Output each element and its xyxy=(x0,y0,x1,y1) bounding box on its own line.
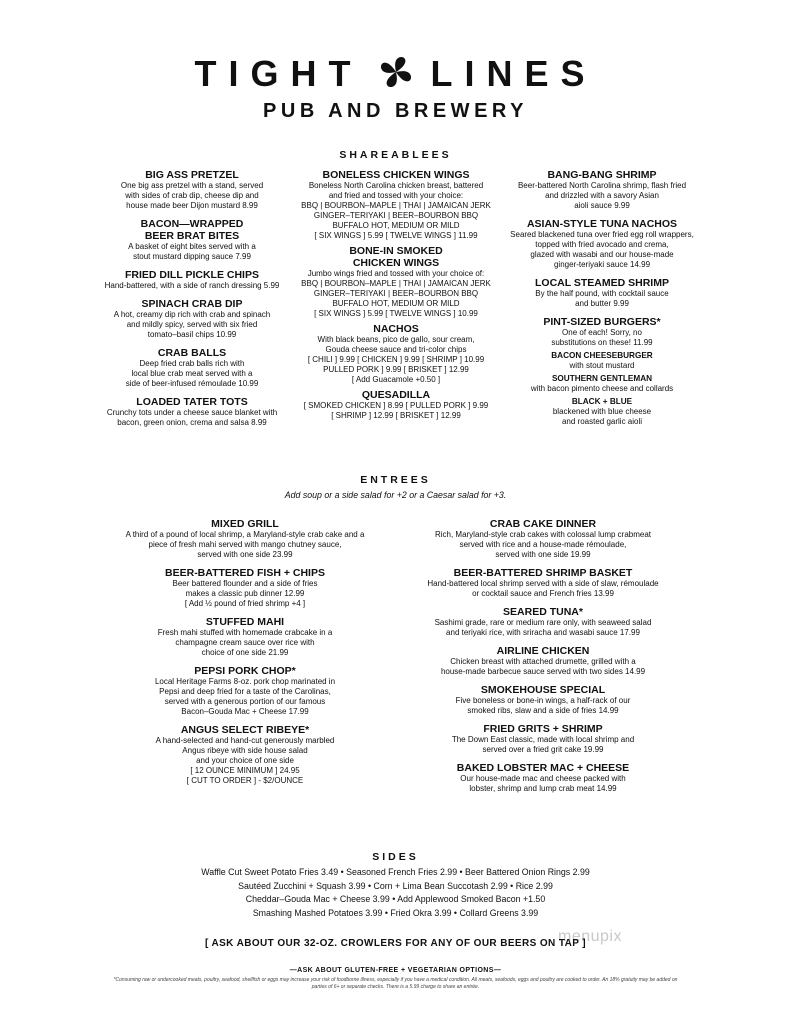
menu-item xyxy=(398,518,688,560)
menu-item xyxy=(398,762,688,794)
menu-item-description: A basket of eight bites served with a xyxy=(128,242,256,251)
menu-item-name: BEER BRAT BITES xyxy=(144,230,240,242)
sub-item-description: and roasted garlic aioli xyxy=(561,417,643,426)
menu-item-description: makes a classic pub dinner 12.99 xyxy=(185,589,305,598)
sub-item-name: BLACK + BLUE xyxy=(571,397,633,406)
menu-item-description: [ SMOKED CHICKEN ] 8.99 [ PULLED PORK ] 9.99 xyxy=(303,401,489,410)
menu-item-description: and drizzled with a savory Asian xyxy=(545,191,659,200)
menu-item-description: glazed with wasabi and our house-made xyxy=(530,250,674,259)
menu-item-description: By the half pound, with cocktail sauce xyxy=(535,289,669,298)
menu-item-description: One big ass pretzel with a stand, served xyxy=(120,181,264,190)
menu-item-description: [ Add ½ pound of fried shrimp +4 ] xyxy=(184,599,306,608)
menu-item-description: BUFFALO HOT, MEDIUM OR MILD xyxy=(332,221,460,230)
menu-item-name: LOCAL STEAMED SHRIMP xyxy=(535,277,669,289)
menu-item-description: Sashimi grade, rare or medium rare only, with seaweed salad xyxy=(434,618,652,627)
sub-item-description: blackened with blue cheese xyxy=(552,407,652,416)
section-title-shareables: SHAREABLEES xyxy=(339,149,452,161)
menu-item-name: AIRLINE CHICKEN xyxy=(496,645,590,657)
sides-line: Cheddar–Gouda Mac + Cheese 3.99 • Add Applewood Smoked Bacon +1.50 xyxy=(245,894,546,904)
menu-item-description: [ SHRIMP ] 12.99 [ BRISKET ] 12.99 xyxy=(331,411,461,420)
menu-item-description: GINGER–TERIYAKI | BEER–BOURBON BBQ xyxy=(313,211,479,220)
menu-item-name: BAKED LOBSTER MAC + CHEESE xyxy=(456,762,630,774)
menu-item xyxy=(92,218,292,262)
menu-item-description: champagne cream sauce over rice with xyxy=(175,638,315,647)
menu-item-name: PINT-SIZED BURGERS* xyxy=(543,316,661,328)
menu-item xyxy=(398,567,688,599)
menu-item-name: QUESADILLA xyxy=(361,389,431,401)
menu-item-description: local blue crab meat served with a xyxy=(131,369,253,378)
menu-item-description: aioli sauce 9.99 xyxy=(574,201,630,210)
crowler-note: [ ASK ABOUT OUR 32-OZ. CROWLERS FOR ANY OF OUR BEERS ON TAP ] xyxy=(204,938,587,949)
fine-print: *Consuming raw or undercooked meats, poultry, seafood, shellfish or eggs may increase your risk of foodborne illness, especially if you have a medical condition. All meats, seafoods, eggs and poultry are cooked to order. An 18% gratuity may be added on parties of 6+ or separate checks. There is a 5.99 charge to share an entrée. xyxy=(113,977,678,990)
menu-item-description: with sides of crab dip, cheese dip and xyxy=(125,191,259,200)
menu-item-description: house made beer Dijon mustard 8.99 xyxy=(126,201,258,210)
menu-item-description: Fresh mahi stuffed with homemade crabcake in a xyxy=(157,628,333,637)
menu-item-name: SPINACH CRAB DIP xyxy=(141,298,243,310)
menu-item xyxy=(92,169,292,211)
menu-item xyxy=(398,723,688,755)
sides-line: Sautéed Zucchini + Squash 3.99 • Corn + Lima Bean Succotash 2.99 • Rice 2.99 xyxy=(238,880,553,891)
menu-item-description: served with rice and a house-made rémoulade, xyxy=(459,540,627,549)
menu-item xyxy=(296,389,496,421)
menu-item-name: LOADED TATER TOTS xyxy=(136,396,248,408)
menu-item-description: Hand-battered local shrimp served with a side of slaw, rémoulade xyxy=(427,579,659,588)
brand-right: LINES xyxy=(430,53,597,95)
menu-item-name: SEARED TUNA* xyxy=(503,606,583,618)
section-title-entrees: ENTREES xyxy=(360,474,431,486)
menu-item-name: NACHOS xyxy=(373,323,419,335)
menu-item-name: CHICKEN WINGS xyxy=(352,257,440,269)
entrees-col-1 xyxy=(100,518,390,793)
menu-item xyxy=(100,665,390,717)
menu-item-description: or cocktail sauce and French fries 13.99 xyxy=(472,589,614,598)
menu-item xyxy=(100,518,390,560)
menu-item-name: PEPSI PORK CHOP* xyxy=(194,665,296,677)
menu-item-name: FRIED GRITS + SHRIMP xyxy=(483,723,603,735)
menu-item-description: [ Add Guacamole +0.50 ] xyxy=(351,375,441,384)
pinwheel-icon xyxy=(376,52,416,101)
entrees-note: Add soup or a side salad for +2 or a Caesar salad for +3. xyxy=(284,490,507,500)
menu-item-description: ginger-teriyaki sauce 14.99 xyxy=(553,260,651,269)
menu-item-description: [ SIX WINGS ] 5.99 [ TWELVE WINGS ] 10.99 xyxy=(314,309,478,318)
menu-item-description: Gouda cheese sauce and tri-color chips xyxy=(325,345,467,354)
menu-item-description: [ CUT TO ORDER ] - $2/OUNCE xyxy=(186,776,304,785)
menu-item-description: smoked ribs, slaw and a side of fries 14.99 xyxy=(467,706,619,715)
shareables-col-2 xyxy=(296,169,496,425)
menu-item-name: ASIAN-STYLE TUNA NACHOS xyxy=(526,218,678,230)
menu-item-description: and fried and tossed with your choice: xyxy=(328,191,464,200)
menu-item-name: FRIED DILL PICKLE CHIPS xyxy=(125,269,259,281)
menu-item xyxy=(92,269,292,291)
menu-item-name: BEER-BATTERED FISH + CHIPS xyxy=(165,567,325,579)
menu-item-description: tomato–basil chips 10.99 xyxy=(147,330,237,339)
sub-item-description: with bacon pimento cheese and collards xyxy=(530,384,674,393)
menu-item-description: stout mustard dipping sauce 7.99 xyxy=(133,252,251,261)
menu-item xyxy=(100,724,390,786)
menu-item xyxy=(502,316,702,427)
menu-item-description: and teriyaki rice, with sriracha and wasabi sauce 17.99 xyxy=(446,628,640,637)
section-title-sides: SIDES xyxy=(372,851,419,863)
menu-item-name: SMOKEHOUSE SPECIAL xyxy=(480,684,606,696)
menu-item-description: topped with fried avocado and crema, xyxy=(535,240,669,249)
menu-item-description: GINGER–TERIYAKI | BEER–BOURBON BBQ xyxy=(313,289,479,298)
menu-item-description: side of beer-infused rémoulade 10.99 xyxy=(125,379,259,388)
menu-item-description: Pepsi and deep fried for a taste of the Carolinas, xyxy=(159,687,331,696)
menu-item xyxy=(398,645,688,677)
menu-item xyxy=(100,616,390,658)
menu-item-description: Chicken breast with attached drumette, grilled with a xyxy=(450,657,636,666)
menu-item-description: served with one side 19.99 xyxy=(495,550,591,559)
menu-item-name: BIG ASS PRETZEL xyxy=(145,169,239,181)
entrees-col-2 xyxy=(398,518,688,801)
menu-item-description: Boneless North Carolina chicken breast, battered xyxy=(308,181,484,190)
menu-item-name: BONE-IN SMOKED xyxy=(349,245,443,257)
sub-item-name: SOUTHERN GENTLEMAN xyxy=(551,374,653,383)
menu-item-description: PULLED PORK ] 9.99 [ BRISKET ] 12.99 xyxy=(323,365,469,374)
menu-item-description: Hand-battered, with a side of ranch dressing 5.99 xyxy=(104,281,280,290)
menu-item xyxy=(92,347,292,389)
menu-item-description: The Down East classic, made with local shrimp and xyxy=(451,735,635,744)
menu-item xyxy=(92,396,292,428)
menu-item-description: substitutions on these! 11.99 xyxy=(551,338,653,347)
sub-item-description: with stout mustard xyxy=(569,361,635,370)
sides-line: Smashing Mashed Potatoes 3.99 • Fried Okra 3.99 • Collard Greens 3.99 xyxy=(252,907,539,918)
menu-item-description: Beer-battered North Carolina shrimp, flash fried xyxy=(517,181,687,190)
menu-item-name: BONELESS CHICKEN WINGS xyxy=(322,169,470,181)
menu-item xyxy=(296,323,496,385)
menu-item-description: With black beans, pico de gallo, sour cream, xyxy=(317,335,475,344)
menu-item-description: house-made barbecue sauce served with two sides 14.99 xyxy=(440,667,646,676)
menu-item-description: A third of a pound of local shrimp, a Maryland-style crab cake and a xyxy=(125,530,365,539)
menu-item-description: BUFFALO HOT, MEDIUM OR MILD xyxy=(332,299,460,308)
menu-item xyxy=(502,218,702,270)
menu-item-name: BANG-BANG SHRIMP xyxy=(547,169,657,181)
menu-item-name: MIXED GRILL xyxy=(211,518,279,530)
menu-item-description: [ SIX WINGS ] 5.99 [ TWELVE WINGS ] 11.99 xyxy=(314,231,478,240)
gluten-free-note: —ASK ABOUT GLUTEN-FREE + VEGETARIAN OPTIONS— xyxy=(289,967,502,974)
sides-list xyxy=(0,866,791,920)
menu-item-description: Five boneless or bone-in wings, a half-rack of our xyxy=(455,696,631,705)
menu-item-description: Local Heritage Farms 8-oz. pork chop marinated in xyxy=(154,677,336,686)
menu-item-description: BBQ | BOURBON–MAPLE | THAI | JAMAICAN JERK xyxy=(301,201,491,210)
menu-item-description: and mildly spicy, served with six fried xyxy=(126,320,258,329)
menu-item-description: lobster, shrimp and lump crab meat 14.99 xyxy=(469,784,617,793)
shareables-col-1 xyxy=(92,169,292,435)
menu-item-name: BEER-BATTERED SHRIMP BASKET xyxy=(453,567,633,579)
menu-item xyxy=(398,606,688,638)
menu-item xyxy=(502,277,702,309)
menu-item-description: piece of fresh mahi served with mango chutney sauce, xyxy=(148,540,342,549)
menu-item-description: Deep fried crab balls rich with xyxy=(139,359,245,368)
menu-item-description: served with a generous portion of our famous xyxy=(164,697,326,706)
menu-item-description: served with one side 23.99 xyxy=(197,550,293,559)
menu-item-description: Seared blackened tuna over fried egg roll wrappers, xyxy=(510,230,694,239)
menu-item-description: [ CHILI ] 9.99 [ CHICKEN ] 9.99 [ SHRIMP ] 10.99 xyxy=(307,355,485,364)
brand-left: TIGHT xyxy=(194,53,363,95)
menu-item xyxy=(100,567,390,609)
menu-item-description: [ 12 OUNCE MINIMUM ] 24.95 xyxy=(190,766,300,775)
menu-item-description: One of each! Sorry, no xyxy=(562,328,642,337)
menu-item-description: served over a fried grit cake 19.99 xyxy=(482,745,604,754)
menu-item-description: Angus ribeye with side house salad xyxy=(182,746,308,755)
watermark: menupix xyxy=(558,928,622,945)
menu-item-description: A hot, creamy dip rich with crab and spinach xyxy=(113,310,271,319)
menu-item xyxy=(398,684,688,716)
menu-item-description: Crunchy tots under a cheese sauce blanket with xyxy=(106,408,278,417)
shareables-col-3 xyxy=(502,169,702,434)
menu-item-name: CRAB BALLS xyxy=(157,347,227,359)
menu-item xyxy=(296,169,496,241)
menu-item-name: BACON—WRAPPED xyxy=(140,218,244,230)
brand-title xyxy=(0,52,791,101)
menu-item-description: and your choice of one side xyxy=(196,756,294,765)
menu-item xyxy=(92,298,292,340)
sub-item-name: BACON CHEESEBURGER xyxy=(551,351,653,360)
menu-item xyxy=(502,169,702,211)
sides-line: Waffle Cut Sweet Potato Fries 3.49 • Seasoned French Fries 2.99 • Beer Battered Onion Rings 2.99 xyxy=(201,867,590,877)
menu-item-name: CRAB CAKE DINNER xyxy=(489,518,597,530)
menu-item-description: bacon, green onion, crema and salsa 8.99 xyxy=(117,418,267,427)
menu-item-description: BBQ | BOURBON–MAPLE | THAI | JAMAICAN JERK xyxy=(301,279,491,288)
menu-item-name: STUFFED MAHI xyxy=(205,616,285,628)
menu-item-name: ANGUS SELECT RIBEYE* xyxy=(180,724,310,736)
menu-item-description: choice of one side 21.99 xyxy=(201,648,289,657)
menu-item-description: Beer battered flounder and a side of fries xyxy=(172,579,318,588)
menu-item-description: Jumbo wings fried and tossed with your choice of: xyxy=(307,269,485,278)
menu-item-description: A hand-selected and hand-cut generously marbled xyxy=(155,736,335,745)
menu-item-description: Our house-made mac and cheese packed with xyxy=(460,774,626,783)
menu-item-description: Rich, Maryland-style crab cakes with colossal lump crabmeat xyxy=(434,530,652,539)
menu-item-description: Bacon–Gouda Mac + Cheese 17.99 xyxy=(181,707,309,716)
menu-item xyxy=(296,245,496,319)
menu-item-description: and butter 9.99 xyxy=(575,299,629,308)
brand-subtitle: PUB AND BREWERY xyxy=(263,100,528,122)
